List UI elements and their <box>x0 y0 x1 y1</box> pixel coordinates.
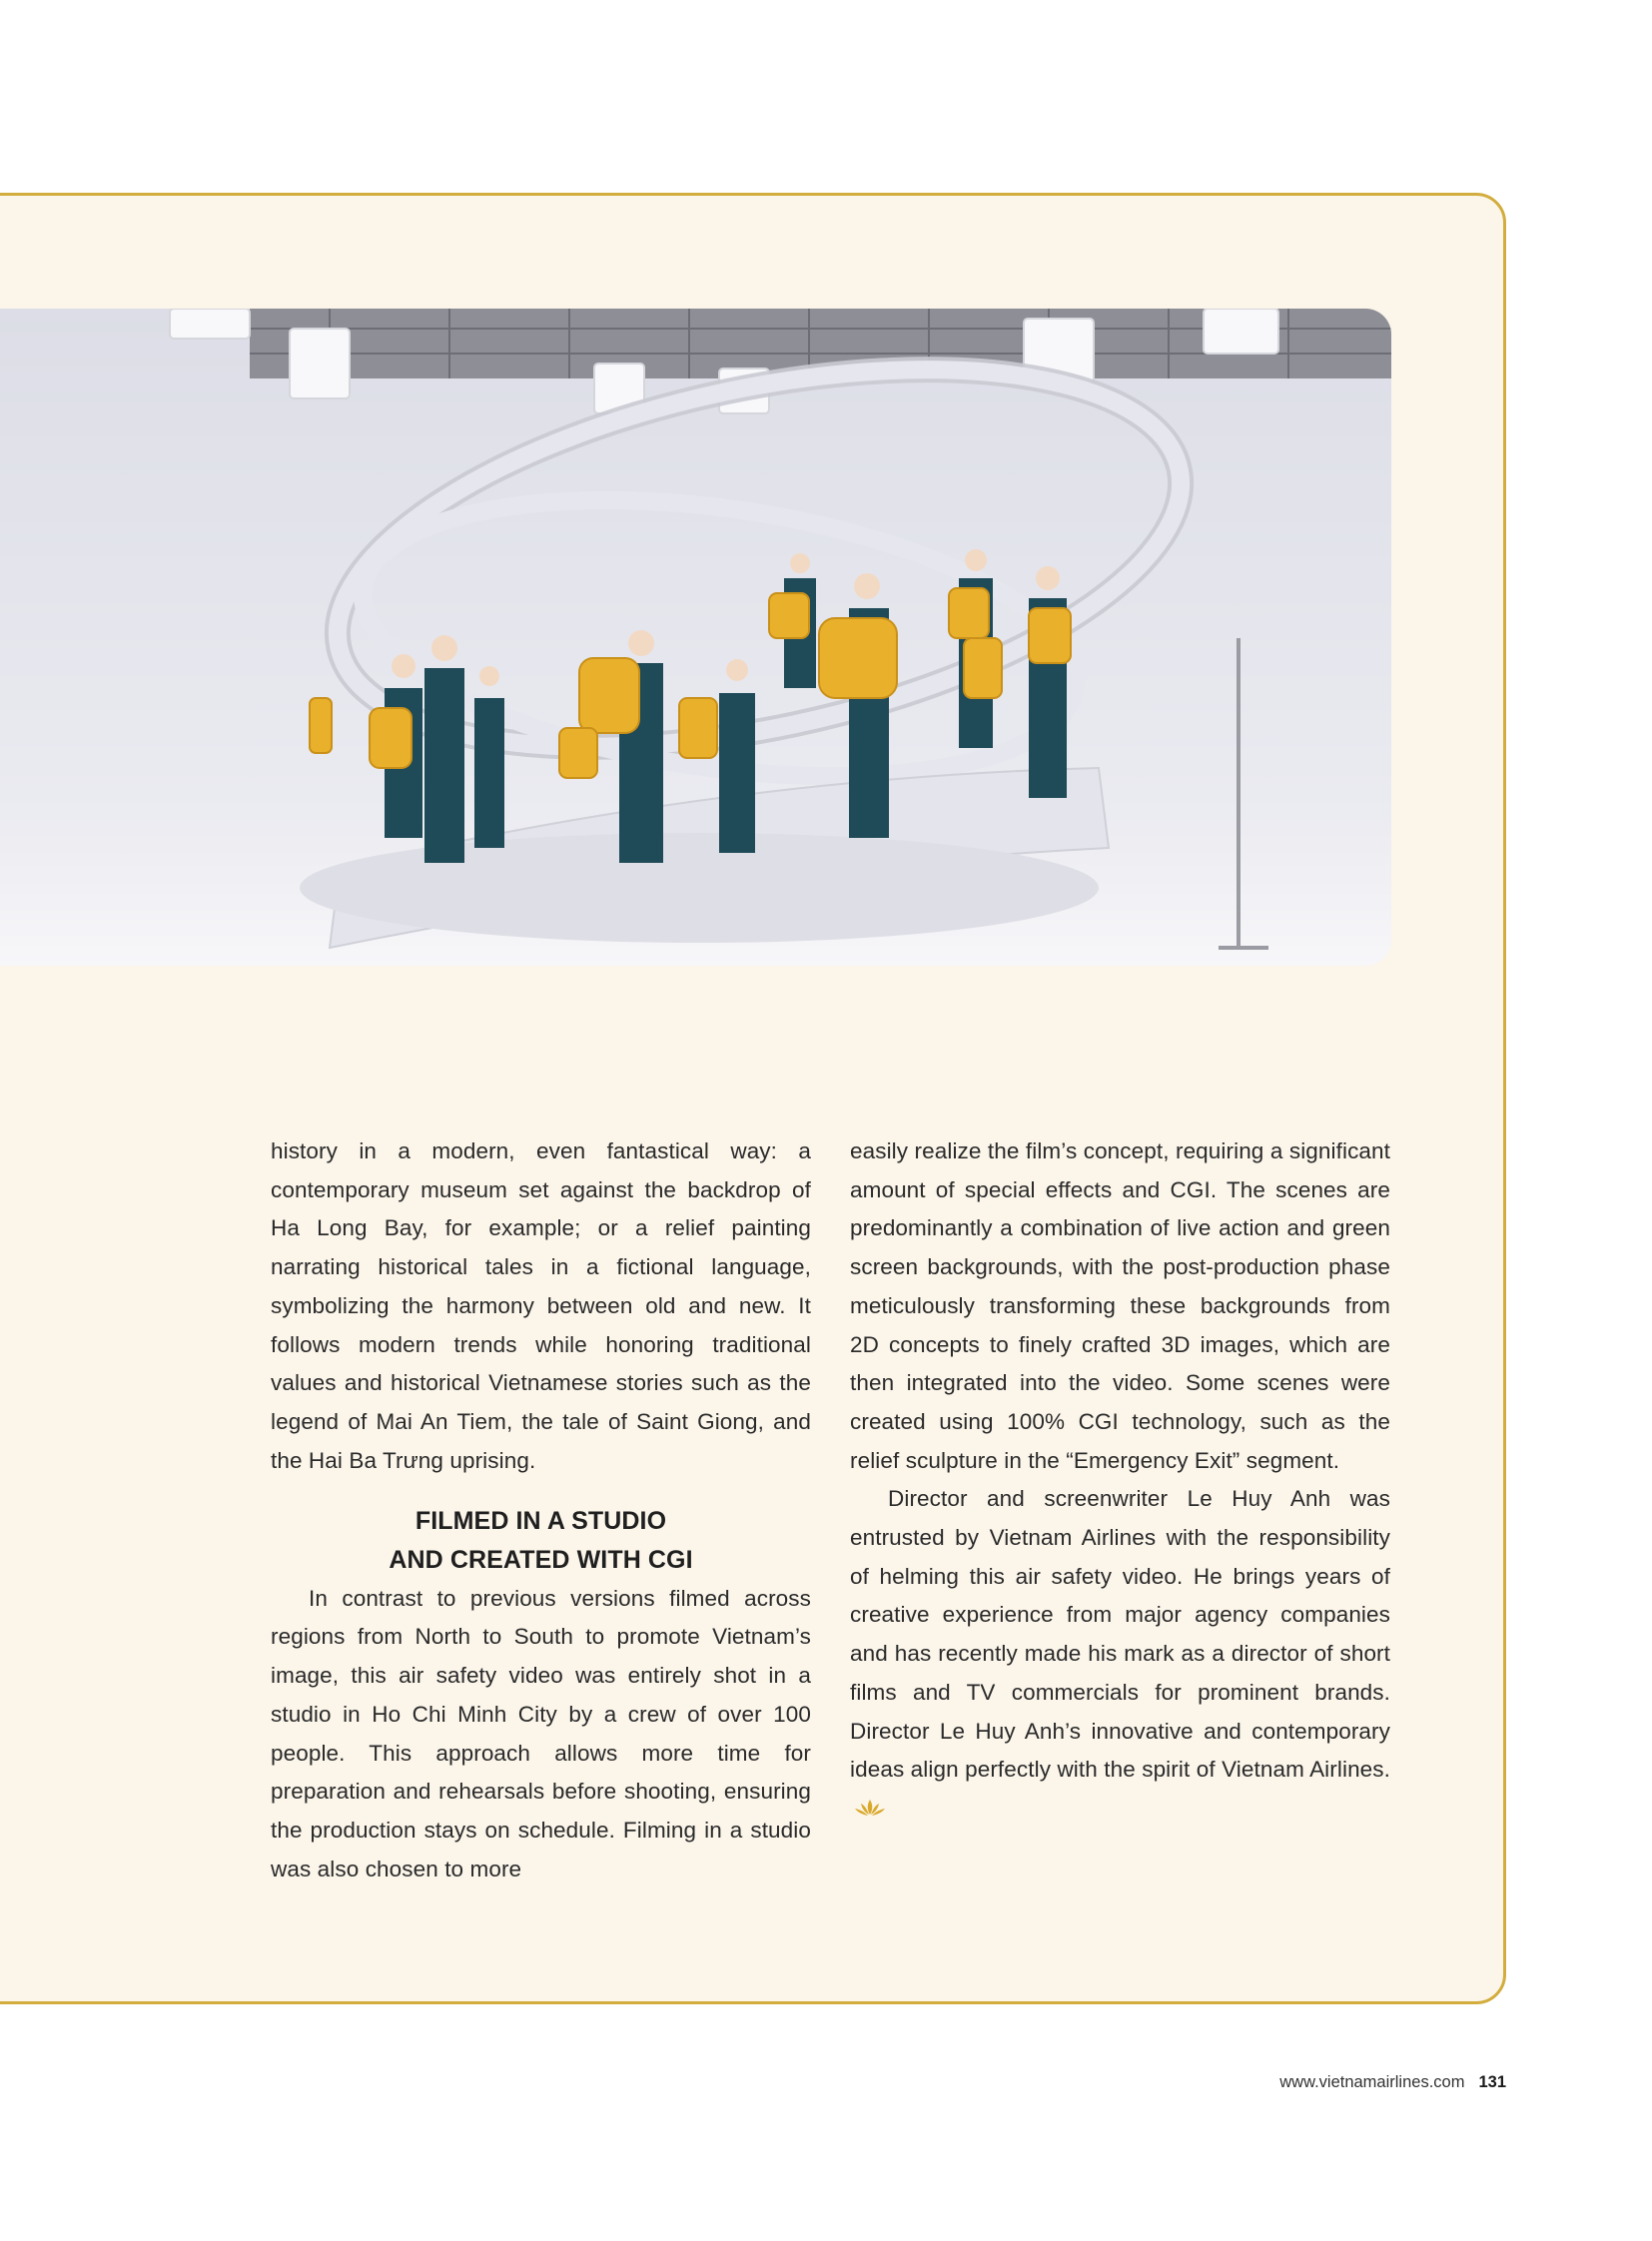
heading-line-2: AND CREATED WITH CGI <box>389 1546 693 1575</box>
right-paragraph-1: easily realize the film’s concept, requiring a significant amount of special effects and CGI. The scenes are predominantly a combination of live action and green screen backgrounds, with the post-production phase meticulously transforming these backgrounds from 2D concepts to finely crafted 3D images, which are then integrated into the video. Some scenes were created using 100% CGI technology, such as the relief sculpture in the “Emergency Exit” segment. <box>850 1138 1390 1473</box>
section-paragraph: In contrast to previous versions filmed across regions from North to South to promote Vietnam’s image, this air safety video was entirely shot in a studio in Ho Chi Minh City by a crew of over 100 people. This approach allows more time for preparation and rehearsals before shooting, ensuring the production stays on schedule. Filming in a studio was also chosen to more <box>271 1585 811 1881</box>
intro-paragraph: history in a modern, even fantastical way: a contemporary museum set against the backdrop of Ha Long Bay, for example; or a relief painting narrating historical tales in a fictional language, symbolizing the harmony between old and new. It follows modern trends while honoring traditional values and historical Vietnamese stories such as the legend of Mai An Tiem, the tale of Saint Giong, and the Hai Ba Trưng uprising. <box>271 1138 811 1473</box>
page-number: 131 <box>1478 2073 1506 2091</box>
heading-line-1: FILMED IN A STUDIO <box>414 1507 667 1536</box>
left-column <box>271 1132 811 1888</box>
right-paragraph-2 <box>850 1480 1390 1828</box>
lotus-icon <box>854 1798 886 1818</box>
footer-website: www.vietnamairlines.com <box>1279 2073 1465 2091</box>
page-footer <box>1279 2073 1506 2092</box>
right-paragraph-2-text: Director and screenwriter Le Huy Anh was entrusted by Vietnam Airlines with the responsibility of helming this air safety video. He brings years of creative experience from major agency companies and has recently made his mark as a director of short films and TV commercials for prominent brands. Director Le Huy Anh’s innovative and contemporary ideas align perfectly with the spirit of Vietnam Airlines. <box>850 1486 1390 1783</box>
studio-photo-illustration <box>0 309 1391 966</box>
section-heading <box>271 1502 811 1579</box>
right-column <box>850 1132 1390 1829</box>
studio-photo <box>0 309 1391 966</box>
